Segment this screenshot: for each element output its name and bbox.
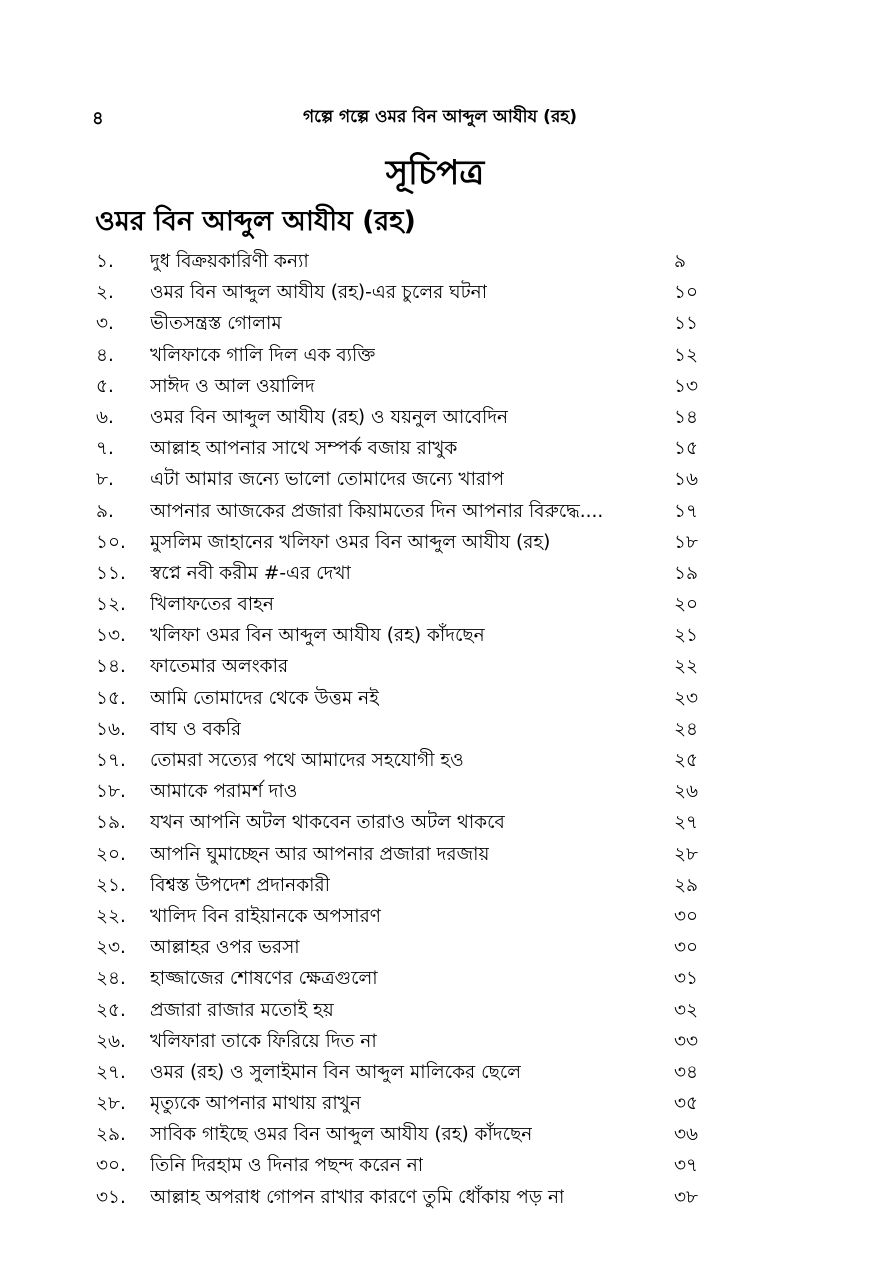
toc-entry-page: ১৩ [674,375,699,397]
toc-entry-page: ২০ [674,594,699,616]
toc-entry-title: খলিফাকে গালি দিল এক ব্যক্তি [150,344,376,366]
toc-entry-page: ২৫ [674,750,699,771]
toc-entry-title: মৃত্যুকে আপনার মাথায় রাখুন [150,1093,361,1115]
toc-entry-page: ২৮ [674,843,699,865]
toc-entry-page: ১০ [674,282,699,304]
toc-entry [96,589,716,620]
toc-entry-page: ৩৪ [674,1061,699,1083]
toc-entry-number: ৫. [96,375,114,397]
toc-entry-title: খিলাফতের বাহন [150,594,274,616]
toc-entry [96,1026,716,1057]
toc-entry-page: ১৮ [674,531,699,553]
toc-entry-number: ৯. [96,500,114,522]
toc-entry [96,963,716,994]
toc-entry-title: আমাকে পরামর্শ দাও [150,781,298,803]
toc-entry-number: ২৩. [96,937,126,959]
toc-entry [96,464,716,495]
toc-entry [96,433,716,464]
toc-entry-title: তোমরা সত্যের পথে আমাদের সহযোগী হও [150,750,464,771]
toc-entry-number: ৩০. [96,1155,126,1177]
toc-entry-number: ২২. [96,905,126,927]
toc-entry-number: ৬. [96,406,114,428]
toc-entry-title: যখন আপনি অটল থাকবেন তারাও অটল থাকবে [150,812,505,834]
toc-entry-number: ১০. [96,531,126,553]
toc-entry-title: বিশ্বস্ত উপদেশ প্রদানকারী [150,874,330,896]
toc-entry-number: ১২. [96,594,126,616]
running-header: গল্পে গল্পে ওমর বিন আব্দুল আযীয (রহ) [302,107,578,127]
toc-entry-title: মুসলিম জাহানের খলিফা ওমর বিন আব্দুল আযীয (রহ) [150,531,551,553]
toc-entry-title: আমি তোমাদের থেকে উত্তম নই [150,687,379,709]
toc-entry-number: ২. [96,282,114,304]
toc-entry-number: ৮. [96,469,114,491]
toc-entry-page: ৩২ [674,999,699,1021]
toc-entry-page: ১৪ [674,406,699,428]
toc-entry [96,1088,716,1119]
toc-entry-number: ৩. [96,313,114,335]
toc-entry [96,1057,716,1088]
toc-entry-page: ১৯ [674,562,699,584]
toc-entry [96,308,716,339]
toc-entry-page: ৩০ [674,905,699,927]
toc-entry-title: আল্লাহর ওপর ভরসা [150,937,300,959]
toc-entry [96,1150,716,1181]
toc-entry [96,620,716,651]
toc-entry-page: ৩৮ [674,1186,699,1208]
toc-entry [96,651,716,682]
toc-entry [96,807,716,838]
toc-entry [96,402,716,433]
toc-entry-number: ২১. [96,874,126,896]
toc-entry [96,246,716,277]
toc-entry-title: সাবিক গাইছে ওমর বিন আব্দুল আযীয (রহ) কাঁদছেন [150,1124,533,1146]
toc-entry-number: ২৬. [96,1030,126,1052]
page-number: ৪ [92,108,104,129]
toc-entry-title: আপনি ঘুমাচ্ছেন আর আপনার প্রজারা দরজায় [150,843,490,865]
toc-entry-number: ২৮. [96,1093,126,1115]
toc-entry-title: বাঘ ও বকরি [150,718,242,740]
toc-entry-page: ২৯ [674,874,699,896]
toc-entry-title: ওমর বিন আব্দুল আযীয (রহ) ও যয়নুল আবেদিন [150,406,509,428]
toc-entry-number: ৩১. [96,1186,126,1208]
toc-entry-page: ৩৫ [674,1093,699,1115]
toc-entry-number: ২৪. [96,968,126,990]
toc-entry-title: আল্লাহ অপরাধ গোপন রাখার কারণে তুমি ধোঁকায় পড় না [150,1186,565,1208]
toc-entry [96,527,716,558]
toc-title: সূচিপত্র [385,153,485,193]
toc-entry-number: ৭. [96,438,114,460]
toc-entry [96,683,716,714]
toc-entry-number: ১. [96,251,114,272]
toc-entry-number: ১৬. [96,718,126,740]
toc-entry-title: ওমর বিন আব্দুল আযীয (রহ)-এর চুলের ঘটনা [150,282,488,304]
toc-list [96,246,716,1213]
toc-entry-title: প্রজারা রাজার মতোই হয় [150,999,334,1021]
toc-entry-number: ১৫. [96,687,126,709]
toc-entry-page: ৩৭ [674,1155,699,1177]
toc-entry-title: ভীতসন্ত্রস্ত গোলাম [150,313,282,335]
toc-entry-page: ৩১ [674,968,699,990]
toc-entry-number: ২০. [96,843,126,865]
toc-entry-page: ১২ [674,344,699,366]
toc-entry-title: সাঈদ ও আল ওয়ালিদ [150,375,315,397]
toc-entry-page: ৩৩ [674,1030,699,1052]
toc-entry-page: ৩০ [674,937,699,959]
toc-entry [96,496,716,527]
toc-entry [96,558,716,589]
toc-entry [96,839,716,870]
toc-entry [96,901,716,932]
toc-entry-number: ২৯. [96,1124,126,1146]
toc-entry-title: খালিদ বিন রাইয়ানকে অপসারণ [150,905,381,927]
toc-entry-page: ৯ [674,251,687,272]
toc-entry [96,340,716,371]
toc-entry [96,371,716,402]
toc-entry [96,277,716,308]
toc-entry-page: ১৫ [674,438,699,460]
toc-entry-number: ২৭. [96,1061,126,1083]
toc-entry-number: ১৩. [96,625,126,647]
toc-entry-number: ১৪. [96,656,126,678]
toc-entry [96,1119,716,1150]
toc-entry-number: ৪. [96,344,114,366]
toc-entry-page: ১১ [674,313,699,335]
toc-entry-page: ২৬ [674,781,699,803]
toc-entry-page: ২২ [674,656,699,678]
toc-entry-page: ২১ [674,625,699,647]
toc-entry [96,776,716,807]
toc-entry-title: খলিফারা তাকে ফিরিয়ে দিত না [150,1030,377,1052]
toc-entry-title: ওমর (রহ) ও সুলাইমান বিন আব্দুল মালিকের ছেলে [150,1061,522,1083]
toc-entry-title: এটা আমার জন্যে ভালো তোমাদের জন্যে খারাপ [150,469,505,491]
toc-entry [96,714,716,745]
toc-entry-title: তিনি দিরহাম ও দিনার পছন্দ করেন না [150,1155,424,1177]
toc-entry-number: ২৫. [96,999,126,1021]
toc-entry-title: হাজ্জাজের শোষণের ক্ষেত্রগুলো [150,968,378,990]
toc-entry-title: আপনার আজকের প্রজারা কিয়ামতের দিন আপনার বিরুদ্ধে.... [150,500,604,522]
toc-entry [96,932,716,963]
toc-entry-number: ১১. [96,562,126,584]
section-heading: ওমর বিন আব্দুল আযীয (রহ) [95,206,416,237]
toc-entry-title: ফাতেমার অলংকার [150,656,289,678]
toc-entry [96,1182,716,1213]
toc-entry-page: ২৪ [674,718,699,740]
toc-entry-title: দুধ বিক্রয়কারিণী কন্যা [150,251,309,272]
toc-entry-page: ৩৬ [674,1124,699,1146]
toc-entry-page: ১৬ [674,469,699,491]
toc-entry-page: ২৩ [674,687,699,709]
toc-entry [96,995,716,1026]
toc-entry-title: স্বপ্নে নবী করীম #-এর দেখা [150,562,351,584]
toc-entry-page: ১৭ [674,500,699,522]
toc-entry-number: ১৭. [96,750,126,771]
toc-entry [96,870,716,901]
toc-entry-number: ১৮. [96,781,126,803]
toc-entry-title: খলিফা ওমর বিন আব্দুল আযীয (রহ) কাঁদছেন [150,625,485,647]
toc-entry-number: ১৯. [96,812,126,834]
toc-entry-page: ২৭ [674,812,699,834]
toc-entry-title: আল্লাহ আপনার সাথে সম্পর্ক বজায় রাখুক [150,438,458,460]
toc-entry [96,745,716,776]
